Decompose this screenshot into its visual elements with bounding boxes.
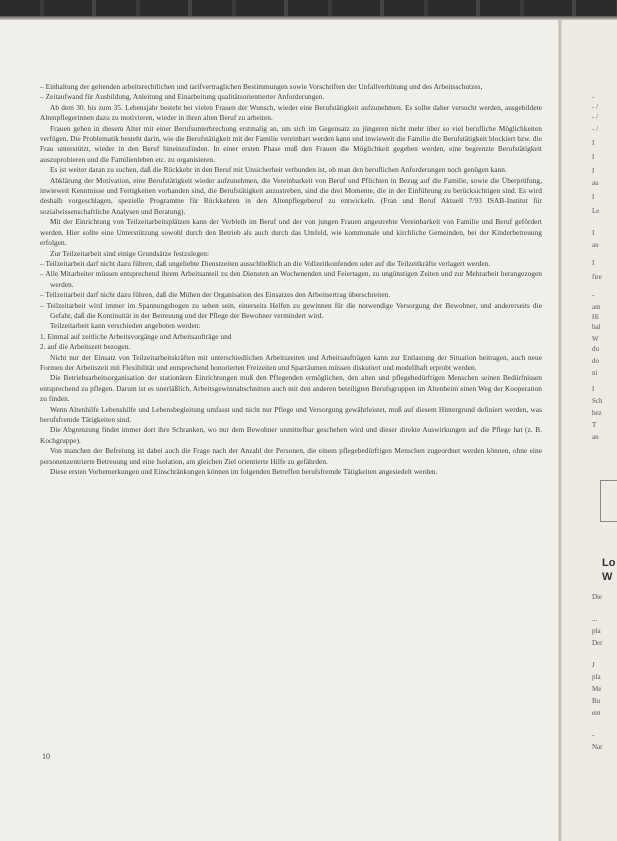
right-page-text-fragment: I xyxy=(592,259,595,267)
paragraph: – Teilzeitarbeit wird immer im Spannungsbogen zu sehen sein, einerseits Helfen zu gewinnen für die notwendige Versorgung der Bewohner, und andererseits die Gefahr, daß die Kontinuität in der Betreuung und der Pflege der Bewohner vermindert wird. xyxy=(40,300,542,320)
right-page-text-fragment: Der xyxy=(592,639,603,647)
right-page-text-fragment: - xyxy=(592,93,595,101)
paragraph: – Alle Mitarbeiter müssen entsprechend ihrem Arbeitsanteil zu den Diensten an Wochenenden und Feiertagen, zu ungünstigen Zeiten und zur Mehrarbeit herangezogen werden. xyxy=(40,269,542,289)
paragraph: Frauen gehen in diesem Alter mit einer Berufsunterbrechung erstmalig an, um sich im Gegensatz zu jüngeren nicht mehr über so viel berufliche Möglichkeiten verfügen. Die Problematik besteht darin, wie die Berufstätigkeit mit der Familie vereinbart werden kann und inwieweit die Familie die Berufstätigkeit blockiert bzw. die Frau unterstützt, wieder in den Beruf hineinzufinden. In einer ersten Phase muß den Frauen die Möglichkeit gegeben werden, eine begrenzte Berufstätigkeit auszuprobieren und die Familienleben etc. zu organisieren. xyxy=(40,123,542,164)
right-page-text-fragment: au xyxy=(592,241,599,249)
right-page-text-fragment: Hi xyxy=(592,313,599,321)
right-page-text-fragment: Sch xyxy=(592,397,603,405)
right-page-text-fragment: Le xyxy=(592,207,600,215)
right-page-text-fragment: J xyxy=(592,661,595,669)
right-page-text-fragment: I xyxy=(592,193,595,201)
right-page-text-fragment: - xyxy=(592,291,595,299)
right-page-text-fragment: Die xyxy=(592,593,603,601)
right-page-text-fragment: I xyxy=(592,385,595,393)
right-page-text-fragment: ni xyxy=(592,369,598,377)
right-page-text-fragment: pla xyxy=(592,627,601,635)
paragraph: Die Abgrenzung findet immer dort ihre Schranken, wo nur dem Bewohner unmittelbar geschehen wird und dieser direkte Auswirkungen auf die Pflege hat (z. B. Kochgruppe). xyxy=(40,425,542,445)
right-page-heading-fragment: W xyxy=(602,571,613,583)
right-page-text-fragment: do xyxy=(592,357,599,365)
right-page-text-fragment: Nar xyxy=(592,743,603,751)
paragraph: 2. auf die Arbeitszeit bezogen. xyxy=(40,342,131,352)
paragraph: – Teilzeitarbeit darf nicht dazu führen, daß die Mühen der Organisation des Einsatzes den Arbeitsertrag überschreiten. xyxy=(40,290,391,300)
paragraph: Abklärung der Motivation, eine Berufstätigkeit wieder aufzunehmen, die Vereinbarkeit von Beruf und Pflichten in Bezug auf die Familie, sowie die Überprüfung, inwieweit Kenntnisse und Fertigkeiten vorhanden sind, die Berufstätigkeit anzustreben, sind die drei Momente, die in der Einführung zu berücksichtigen sind. Es wird deshalb vorgeschlagen, spezielle Programme für Rückkehren in den Altenpflegeberuf zu entwickeln. (Fran und Beruf Aktuell 7/93 ISAB-Institut für sozialwissenschaftliche Analysen und Beratung). xyxy=(40,175,542,216)
paragraph: Zur Teilzeitarbeit sind einige Grundsätze festzulegen: xyxy=(50,248,210,258)
right-page-text-fragment: du xyxy=(592,345,599,353)
document-page-right-edge xyxy=(562,20,617,841)
right-page-text-fragment: pla xyxy=(592,673,601,681)
right-page-text-fragment: I xyxy=(592,139,595,147)
right-page-text-fragment: bal xyxy=(592,323,601,331)
right-page-text-fragment: fire xyxy=(592,273,602,281)
document-page-left xyxy=(40,82,542,782)
right-page-text-fragment: bez xyxy=(592,409,602,417)
right-page-text-fragment: I xyxy=(592,153,595,161)
paragraph: Nicht nur der Einsatz von Teilzeitarbeitskräften mit unterschiedlichen Arbeitszeiten und Arbeitsaufträgen kann zur Entlastung der Situation beitragen, auch neue Formen der Arbeitszeit mit Flexibilität und entsprechend honorierten Freizeiten und Sparräumen müssen diskutiert und modellhaft erprobt werden. xyxy=(40,352,542,372)
paragraph: – Zeitaufwand für Ausbildung, Anleitung und Einarbeitung qualitätsorientierter Anforderungen. xyxy=(40,92,325,102)
right-page-box xyxy=(600,480,617,522)
paragraph: Diese ersten Vorbemerkungen und Einschränkungen können im folgenden Betreffen berufsfremde Tätigkeiten angesiedelt werden. xyxy=(50,467,438,477)
right-page-text-fragment: - xyxy=(592,731,595,739)
right-page-text-fragment: - / xyxy=(592,125,599,133)
right-page-text-fragment: I xyxy=(592,229,595,237)
right-page-text-fragment: I xyxy=(592,167,595,175)
paragraph: Ab dem 30. bis zum 35. Lebensjahr besteht bei vielen Frauen der Wunsch, wieder eine Berufstätigkeit aufzunehmen. Es sollte daher versucht werden, ausgebildete Altenpflegerinnen dazu zu motivieren, wieder in ihren alten Beruf zu arbeiten. xyxy=(40,102,542,123)
paragraph: Wenn Altenhilfe Lebenshilfe und Lebensbegleitung umfasst und nicht nur Pflege und Versorgung gewährleistet, muß auf diesem Hintergrund definiert werden, was berufsfremde Tätigkeiten sind. xyxy=(40,404,542,424)
right-page-text-fragment: am xyxy=(592,303,601,311)
paragraph: – Einhaltung der geltenden arbeitsrechtlichen und tarifvertraglichen Bestimmungen sowie Vorschriften der Unfallverhütung und des Arbeitsschutzes, xyxy=(40,82,483,91)
right-page-heading-fragment: Lo xyxy=(602,557,616,569)
right-page-text-fragment: W xyxy=(592,335,599,343)
right-page-text-fragment: - / xyxy=(592,113,599,121)
paragraph: Von manchen der Befreiung ist dabei auch die Frage nach der Anzahl der Personen, die einem pflegebedürftigen Menschen zugeordnet werden können, ohne eine personenzentrierte Betreuung und eine Isolation, am gleichen Ziel orientierte Hilfe zu gefährden. xyxy=(40,446,542,466)
paragraph: 1. Einmal auf zeitliche Arbeitsvorgänge und Arbeitsaufträge und xyxy=(40,331,232,341)
right-page-text-fragment: Me xyxy=(592,685,602,693)
right-page-text-fragment: T xyxy=(592,421,597,429)
paragraph: Es ist weiter daran zu suchen, daß die Rückkehr in den Beruf mit Unsicherheit verbunden ist, ob man den beruflichen Anforderungen noch genügen kann. xyxy=(50,165,507,175)
page-number: 10 xyxy=(42,752,50,761)
right-page-text-fragment: ... xyxy=(592,615,598,623)
right-page-text-fragment: an xyxy=(592,433,599,441)
right-page-text-fragment: Bu xyxy=(592,697,601,705)
paragraph: Teilzeitarbeit kann verschieden angeboten werden: xyxy=(50,321,201,331)
paragraph: – Teilzeitarbeit darf nicht dazu führen, daß ungeliebte Dienstzeiten ausschließlich an die Vollzeitkonfenden oder auf die Teilzeitkräfte verlagert werden. xyxy=(40,258,491,268)
top-dark-strip xyxy=(0,0,617,20)
right-page-text-fragment: - / xyxy=(592,103,599,111)
paragraph: Mit der Einrichtung von Teilzeitarbeitsplätzen kann der Verbleib im Beruf und der von jungen Frauen angestrebte Vereinbarkeit von Familie und Beruf gefördert werden. Hier sollte eine Unterstützung sowohl durch den Betrieb als auch durch das Umfeld, wie kommunale und kirchliche Gemeinden, bei der Kinderbetreuung erfolgen. xyxy=(40,217,542,248)
right-page-text-fragment: ent xyxy=(592,709,601,717)
right-page-text-fragment: au xyxy=(592,179,599,187)
paragraph: Die Betriebsarbeitsorganisation der stationären Einrichtungen muß den Pflegenden ermöglichen, den alten und pflegebedürftigen Menschen seinen Bedürfnissen entsprechend zu pflegen. Darum ist es unerläßlich, Arbeitsgewinnabschnitten auch mit den anderen beteiligten Berufsgruppen im Altenheim einen Weg der Kooperation zu finden. xyxy=(40,373,542,404)
